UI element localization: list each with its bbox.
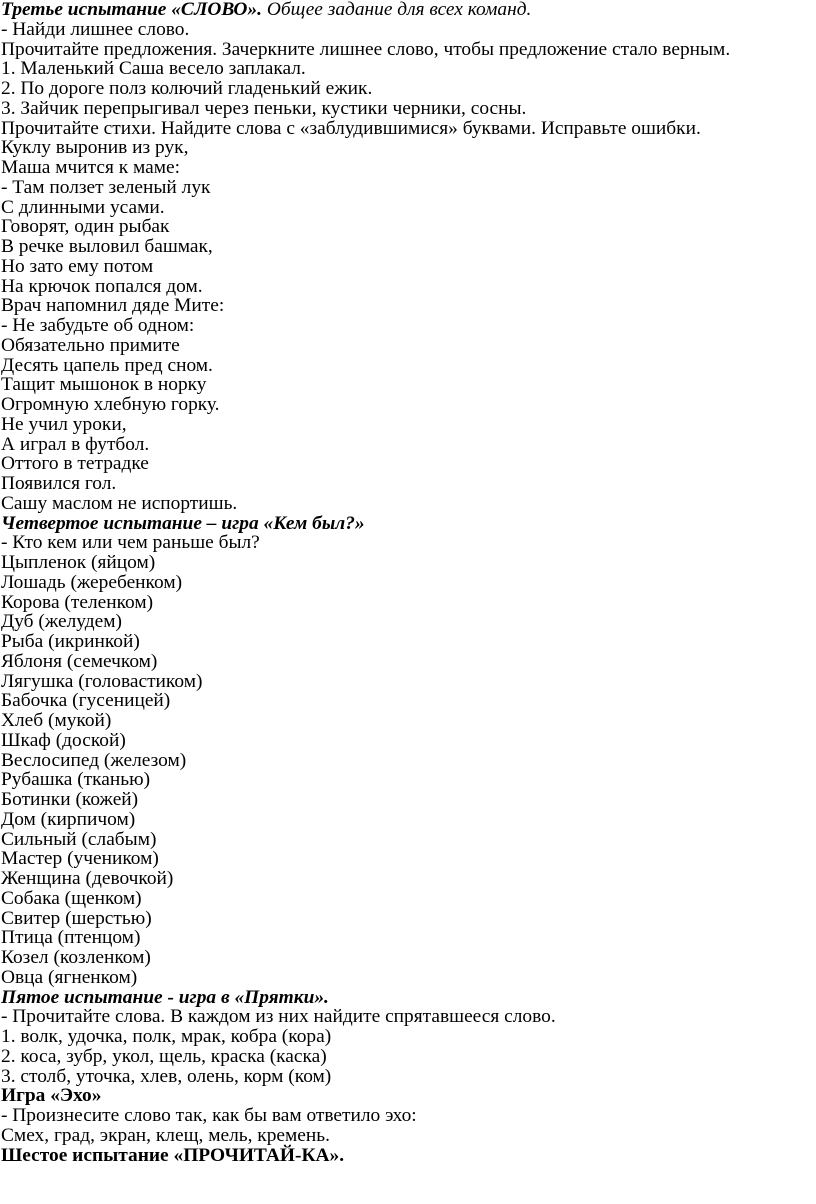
list-item: 3. столб, уточка, хлев, олень, корм (ком) — [1, 1065, 332, 1087]
poem-line: Оттого в тетрадке — [1, 453, 149, 475]
list-item: Лошадь (жеребенком) — [1, 571, 183, 593]
section5-instruction: - Прочитайте слова. В каждом из них найдите спрятавшееся слово. — [1, 1006, 556, 1028]
echo-game-title: Игра «Эхо» — [1, 1085, 102, 1107]
poem-line: - Не забудьте об одном: — [1, 315, 195, 336]
sentence-item: 2. По дороге полз колючий гладенький ежик. — [1, 78, 373, 99]
poem-line: Обязательно примите — [1, 334, 180, 356]
poem-line: С длинными усами. — [1, 196, 165, 218]
list-item: Рыба (икринкой) — [1, 631, 140, 652]
poem-line: - Там ползет зеленый лук — [1, 176, 211, 198]
section3-subtitle: Общее задание для всех команд. — [261, 0, 532, 20]
poem-line: Сашу маслом не испортишь. — [1, 492, 238, 514]
list-item: 2. коса, зубр, укол, щель, краска (каска) — [1, 1045, 327, 1067]
section3-heading — [1, 0, 816, 20]
section5-item-list — [1, 1027, 816, 1086]
sentence-item: 1. Маленький Саша весело заплакал. — [1, 58, 306, 80]
poem-line: Маша мчится к маме: — [1, 157, 180, 178]
poem-line: Но зато ему потом — [1, 255, 154, 277]
section3-task-label: - Найди лишнее слово. — [1, 18, 190, 40]
poem-line: А играл в футбол. — [1, 433, 150, 455]
list-item: Дом (кирпичом) — [1, 808, 136, 830]
echo-game-instruction: - Произнесите слово так, как бы вам ответило эхо: — [1, 1105, 417, 1126]
poem-line: На крючок попался дом. — [1, 275, 203, 297]
echo-game-words: Смех, град, экран, клещ, мель, кремень. — [1, 1124, 330, 1146]
section6-title: Шестое испытание «ПРОЧИТАЙ-КА». — [1, 1144, 345, 1166]
section5-title: Пятое испытание - игра в «Прятки». — [1, 986, 329, 1008]
list-item: Корова (теленком) — [1, 591, 154, 613]
poem-line: В речке выловил башмак, — [1, 236, 213, 257]
list-item: Ботинки (кожей) — [1, 789, 139, 810]
list-item: Цыпленок (яйцом) — [1, 552, 156, 573]
list-item: Козел (козленком) — [1, 947, 151, 968]
list-item: Рубашка (тканью) — [1, 769, 151, 791]
list-item: Собака (щенком) — [1, 887, 142, 909]
section4-question: - Кто кем или чем раньше был? — [1, 532, 260, 554]
list-item: Бабочка (гусеницей) — [1, 690, 171, 712]
list-item: Свитер (шерстью) — [1, 907, 152, 929]
list-item: Хлеб (мукой) — [1, 710, 112, 731]
list-item: Шкаф (доской) — [1, 729, 126, 751]
poem-block — [1, 138, 816, 513]
poem-line: Куклу выронив из рук, — [1, 137, 189, 159]
list-item: Веслосипед (железом) — [1, 749, 187, 771]
section3-instruction: Прочитайте предложения. Зачеркните лишнее слово, чтобы предложение стало верным. — [1, 38, 731, 60]
poem-line: Десять цапель пред сном. — [1, 354, 213, 376]
poem-line: Врач напомнил дяде Мите: — [1, 295, 225, 317]
poem-instruction: Прочитайте стихи. Найдите слова с «заблудившимися» буквами. Исправьте ошибки. — [1, 117, 701, 139]
section3-sentence-list — [1, 59, 816, 118]
poem-line: Не учил уроки, — [1, 413, 127, 435]
section3-title: Третье испытание «СЛОВО». — [1, 0, 262, 20]
list-item: Яблоня (семечком) — [1, 650, 158, 672]
poem-line: Появился гол. — [1, 473, 117, 494]
poem-line: Тащит мышонок в норку — [1, 374, 207, 396]
list-item: Лягушка (головастиком) — [1, 670, 203, 692]
poem-line: Огромную хлебную горку. — [1, 394, 220, 415]
list-item: 1. волк, удочка, полк, мрак, кобра (кора) — [1, 1026, 332, 1047]
list-item: Дуб (желудем) — [1, 611, 122, 633]
list-item: Овца (ягненком) — [1, 966, 138, 988]
list-item: Мастер (учеником) — [1, 848, 159, 870]
section4-item-list — [1, 553, 816, 988]
list-item: Сильный (слабым) — [1, 828, 157, 850]
sentence-item: 3. Зайчик перепрыгивал через пеньки, кустики черники, сосны. — [1, 97, 527, 119]
section4-title: Четвертое испытание – игра «Кем был?» — [1, 512, 365, 534]
list-item: Птица (птенцом) — [1, 927, 141, 949]
poem-line: Говорят, один рыбак — [1, 216, 170, 238]
list-item: Женщина (девочкой) — [1, 868, 174, 889]
